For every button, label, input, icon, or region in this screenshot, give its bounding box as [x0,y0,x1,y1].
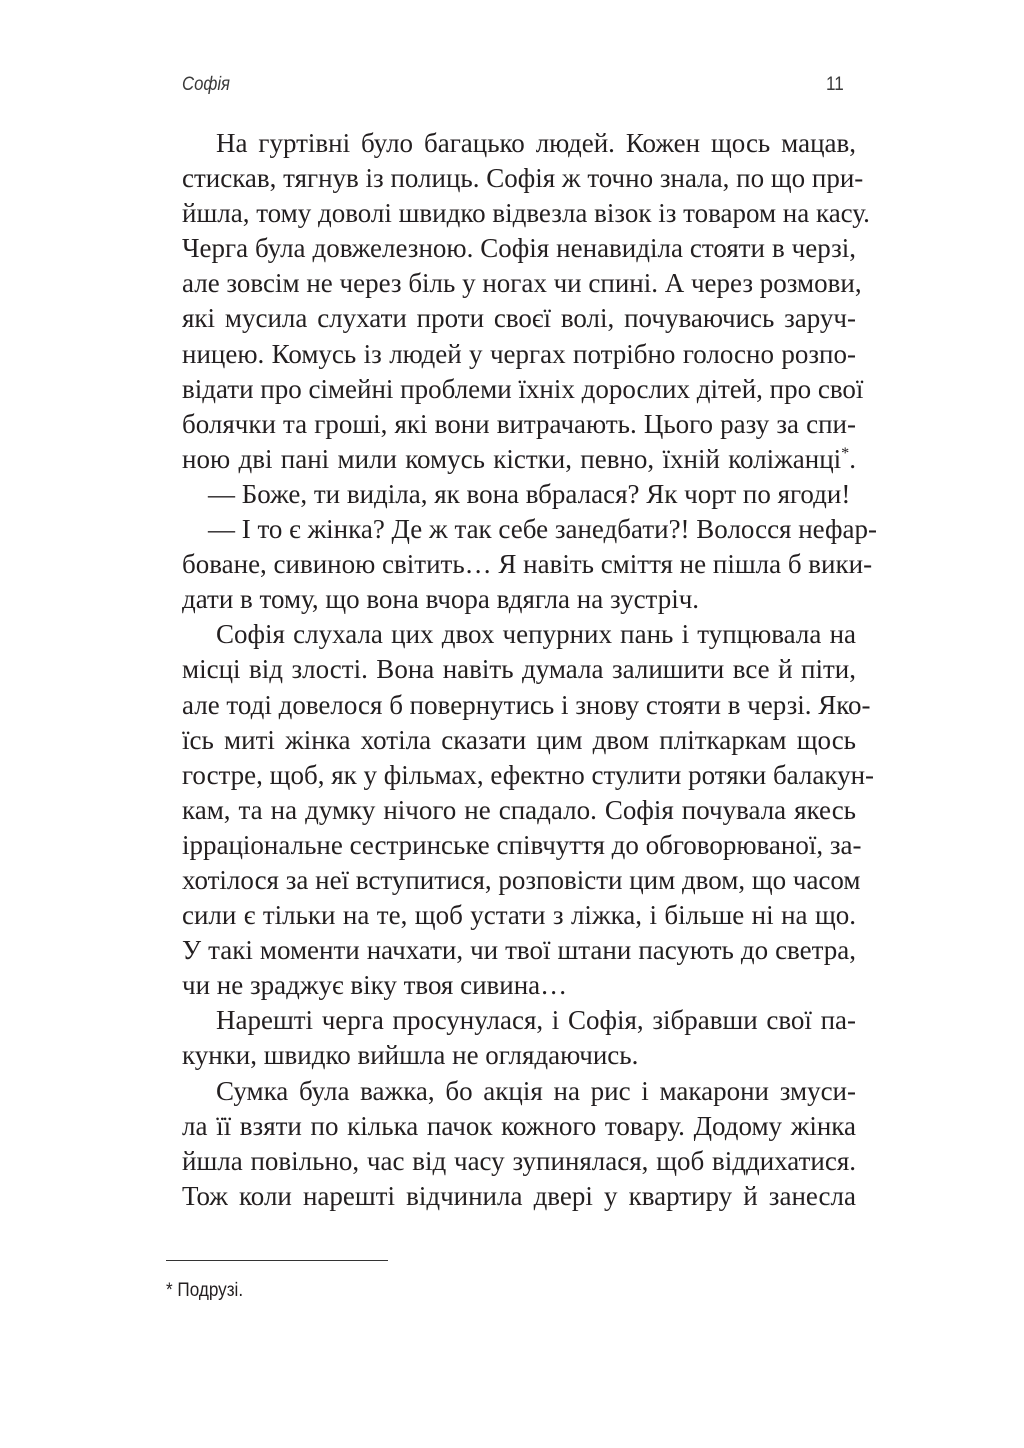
footnote-text: Подрузі. [177,1280,244,1301]
text-line: У такі моменти начхати, чи твої штани пасують до светра, [182,935,856,966]
text-line: боване, сивиною світить… Я навіть сміття не пішла б вики- [182,549,873,580]
text-line: На гуртівні було багацько людей. Кожен щось мацав, [216,128,856,158]
text-line: Сумка була важка, бо акція на рис і макарони змуси- [216,1075,856,1106]
body-text [182,126,877,1214]
text-line: гостре, щоб, як у фільмах, ефектно стулити ротяки балакун- [182,759,875,790]
text-line: Нарешті черга просунулася, і Софія, зібравши свої па- [216,1005,856,1036]
text-line: кам, та на думку нічого не спадало. Софія почувала якесь [182,794,856,825]
text-line: хотілося за неї вступитися, розповісти цим двом, що часом [182,864,861,895]
text-line: Софія слухала цих двох чепурних пань і тупцювала на [216,619,856,650]
text-line: йшла, тому доволі швидко відвезла візок із товаром на касу. [182,198,870,229]
text-line: але тоді довелося б повернутись і знову стояти в черзі. Яко- [182,689,871,720]
text-line: Тож коли нарешті відчинила двері у квартиру й занесла [182,1180,856,1211]
text-line: їсь миті жінка хотіла сказати цим двом пліткаркам щось [182,724,856,755]
text-line: стискав, тягнув із полиць. Софія ж точно знала, по що при- [182,163,864,194]
footnote [166,1280,243,1302]
text-line: ла її взяти по кілька пачок кожного товару. Додому жінка [182,1110,856,1141]
text-line: відати про сімейні проблеми їхніх дорослих дітей, про свої [182,373,864,404]
text-line: болячки та гроші, які вони витрачають. Цього разу за спи- [182,408,856,439]
text-line-with-footnote [182,442,856,477]
footnote-marker: * [166,1280,173,1301]
footnote-reference[interactable]: * [841,443,850,462]
text-line: Черга була довжелезною. Софія ненавиділа стояти в черзі, [182,233,856,264]
sentence-period: . [849,443,856,474]
footnote-divider [166,1260,388,1261]
page-number: 11 [826,74,844,95]
text-line-content: ною дві пані мили комусь кістки, певно, їхній коліжанці [182,443,842,474]
text-line: ірраціональне сестринське співчуття до обговорюваної, за- [182,829,862,860]
text-line: сили є тільки на те, щоб устати з ліжка, і більше ні на що. [182,900,856,931]
dialogue-line: — Боже, ти виділа, як вона вбралася? Як чорт по ягоди! [208,478,851,509]
text-line: чи не зраджує віку твоя сивина… [182,970,568,1001]
text-line: які мусила слухати проти своєї волі, почуваючись заруч- [182,303,856,334]
text-line: місці від злості. Вона навіть думала залишити все й піти, [182,654,856,685]
text-line: але зовсім не через біль у ногах чи спині. А через розмови, [182,268,862,299]
text-line: йшла повільно, час від часу зупинялася, щоб віддихатися. [182,1145,856,1176]
running-head-title: Софія [182,74,231,95]
text-line: ницею. Комусь із людей у чергах потрібно голосно розпо- [182,338,856,369]
text-line: кунки, швидко вийшла не оглядаючись. [182,1040,639,1071]
text-line: дати в тому, що вона вчора вдягла на зустріч. [182,584,700,615]
dialogue-line: — І то є жінка? Де ж так себе занедбати?! Волосся нефар- [208,514,877,545]
